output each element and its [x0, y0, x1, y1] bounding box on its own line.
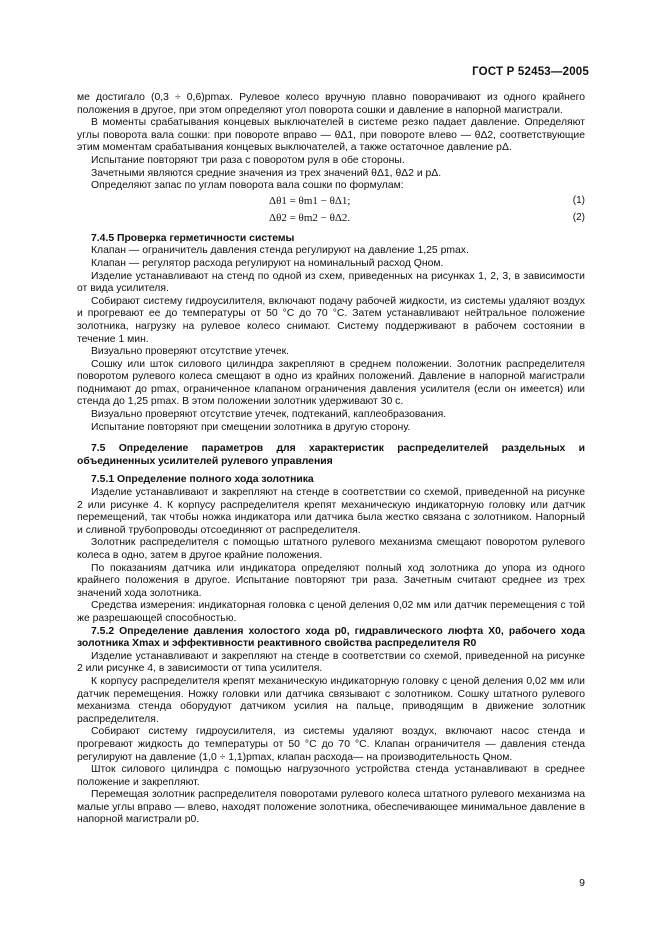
paragraph: Шток силового цилиндра с помощью нагрузочного устройства стенда устанавливают в среднее положение и закрепляют.	[77, 764, 585, 788]
paragraph: Клапан — регулятор расхода регулируют на номинальный расход Qном.	[91, 257, 444, 269]
paragraph: Зачетными являются средние значения из трех значений θΔ1, θΔ2 и pΔ.	[91, 167, 442, 179]
paragraph: Определяют запас по углам поворота вала сошки по формулам:	[91, 180, 404, 192]
paragraph: Сошку или шток силового цилиндра закрепляют в среднем положении. Золотник распределителя поворотом рулевого колеса смещают в одно из крайних положений. Давление в напорной магистрали поднимают до pmax, ограниченное клапаном ограничения давления усилителя (если он имеется) или стенда до 1,25 pmax. В этом положении золотник удерживают 30 с.	[77, 358, 585, 408]
paragraph: Изделие устанавливают на стенд по одной из схем, приведенных на рисунках 1, 2, 3, в зависимости от вида усилителя.	[77, 270, 585, 295]
page-body	[77, 92, 585, 827]
paragraph: Средства измерения: индикаторная головка с ценой деления 0,02 мм или датчик перемещения с той же разрешающей способностью.	[77, 600, 585, 624]
paragraph: К корпусу распределителя крепят механическую индикаторную головку с ценой деления 0,02 мм или датчик перемещения. Ножку головки или датчика связывают с золотником. Сошку штатного рулевого механизма стенда оборудуют датчиком усилия на пальце, приводящим в движение золотник распределителя.	[77, 675, 585, 725]
paragraph: Собирают систему гидроусилителя, из системы удаляют воздух, включают насос стенда и прогревают жидкость до температуры от 50 °С до 70 °С. Клапан ограничителя — давления стенда регулируют на давление (1,0 ÷ 1,1)pmax, клапан расхода— на производительность Qном.	[77, 726, 585, 763]
section-heading-7-5-2: 7.5.2 Определение давления холостого хода p0, гидравлического люфта X0, рабочего хода золотника Xmax и эффективности реактивного свойства распределителя R0	[77, 625, 585, 650]
paragraph: Собирают систему гидроусилителя, включают подачу рабочей жидкости, из системы удаляют воздух и прогревают ее до температуры от 50 °С до 70 °С. Затем устанавливают нейтральное положение золотника, нагрузку на рулевое колесо снимают. Систему поддерживают в рабочем состоянии в течение 1 мин.	[77, 295, 585, 345]
paragraph: Золотник распределителя с помощью штатного рулевого механизма смещают поворотом рулевого колеса в одно, затем в другое крайние положения.	[77, 537, 585, 561]
paragraph: Испытание повторяют три раза с поворотом руля в обе стороны.	[91, 154, 405, 166]
section-heading-7-4-5: 7.4.5 Проверка герметичности системы	[91, 232, 295, 244]
equation-formula: Δθ1 = θm1 − θΔ1;	[269, 194, 351, 207]
equation-number: (1)	[572, 194, 585, 206]
paragraph: Клапан — ограничитель давления стенда регулируют на давление 1,25 pmax.	[91, 245, 469, 257]
page-number: 9	[579, 877, 585, 889]
equation-formula: Δθ2 = θm2 − θΔ2.	[269, 211, 351, 224]
section-heading-7-5-1: 7.5.1 Определение полного хода золотника	[91, 474, 314, 486]
paragraph: Визуально проверяют отсутствие утечек, подтеканий, каплеобразования.	[91, 409, 447, 421]
paragraph: Испытание повторяют при смещении золотника в другую сторону.	[91, 421, 411, 433]
paragraph: Изделие устанавливают и закрепляют на стенде в соответствии со схемой, приведенной на рисунке 2 или рисунке 4, в зависимости от типа усилителя.	[77, 650, 585, 675]
paragraph: Перемещая золотник распределителя поворотами рулевого колеса штатного рулевого механизма на малые углы вправо — влево, находят положение золотника, обеспечивающее минимальное давление в напорной магистрали p0.	[77, 789, 585, 826]
paragraph: Изделие устанавливают и закрепляют на стенде в соответствии со схемой, приведенной на рисунке 2 или рисунке 4. К корпусу распределителя крепят механическую индикаторную головку или датчик перемещений, так чтобы ножка индикатора или датчика была жестко связана с золотником. Напорный и сливной трубопроводы отсоединяют от распределителя.	[77, 487, 585, 536]
section-heading-7-5: 7.5 Определение параметров для характеристик распределителей раздельных и объединенных усилителей рулевого управления	[77, 443, 585, 467]
document-standard-id: ГОСТ Р 52453—2005	[472, 66, 589, 78]
paragraph: В моменты срабатывания концевых выключателей в системе резко падает давление. Определяют углы поворота вала сошки: при повороте вправо — θΔ1, при повороте влево — θΔ2, соответствующие этим моментам срабатывания концевых выключателей, а также остаточное давление pΔ.	[77, 117, 585, 154]
equation-number: (2)	[572, 211, 585, 223]
equation-1	[77, 193, 585, 210]
paragraph: По показаниям датчика или индикатора определяют полный ход золотника до упора из одного крайнего положения в другое. Испытание повторяют три раза. Зачетным считают среднее из трех значений хода золотника.	[77, 562, 585, 599]
paragraph: Визуально проверяют отсутствие утечек.	[91, 346, 290, 358]
equation-2	[77, 210, 585, 227]
paragraph: ме достигало (0,3 ÷ 0,6)pmax. Рулевое колесо вручную плавно поворачивают из одного крайнего положения в другое, при этом определяют угол поворота сошки и давление в напорной магистрали.	[77, 92, 585, 116]
